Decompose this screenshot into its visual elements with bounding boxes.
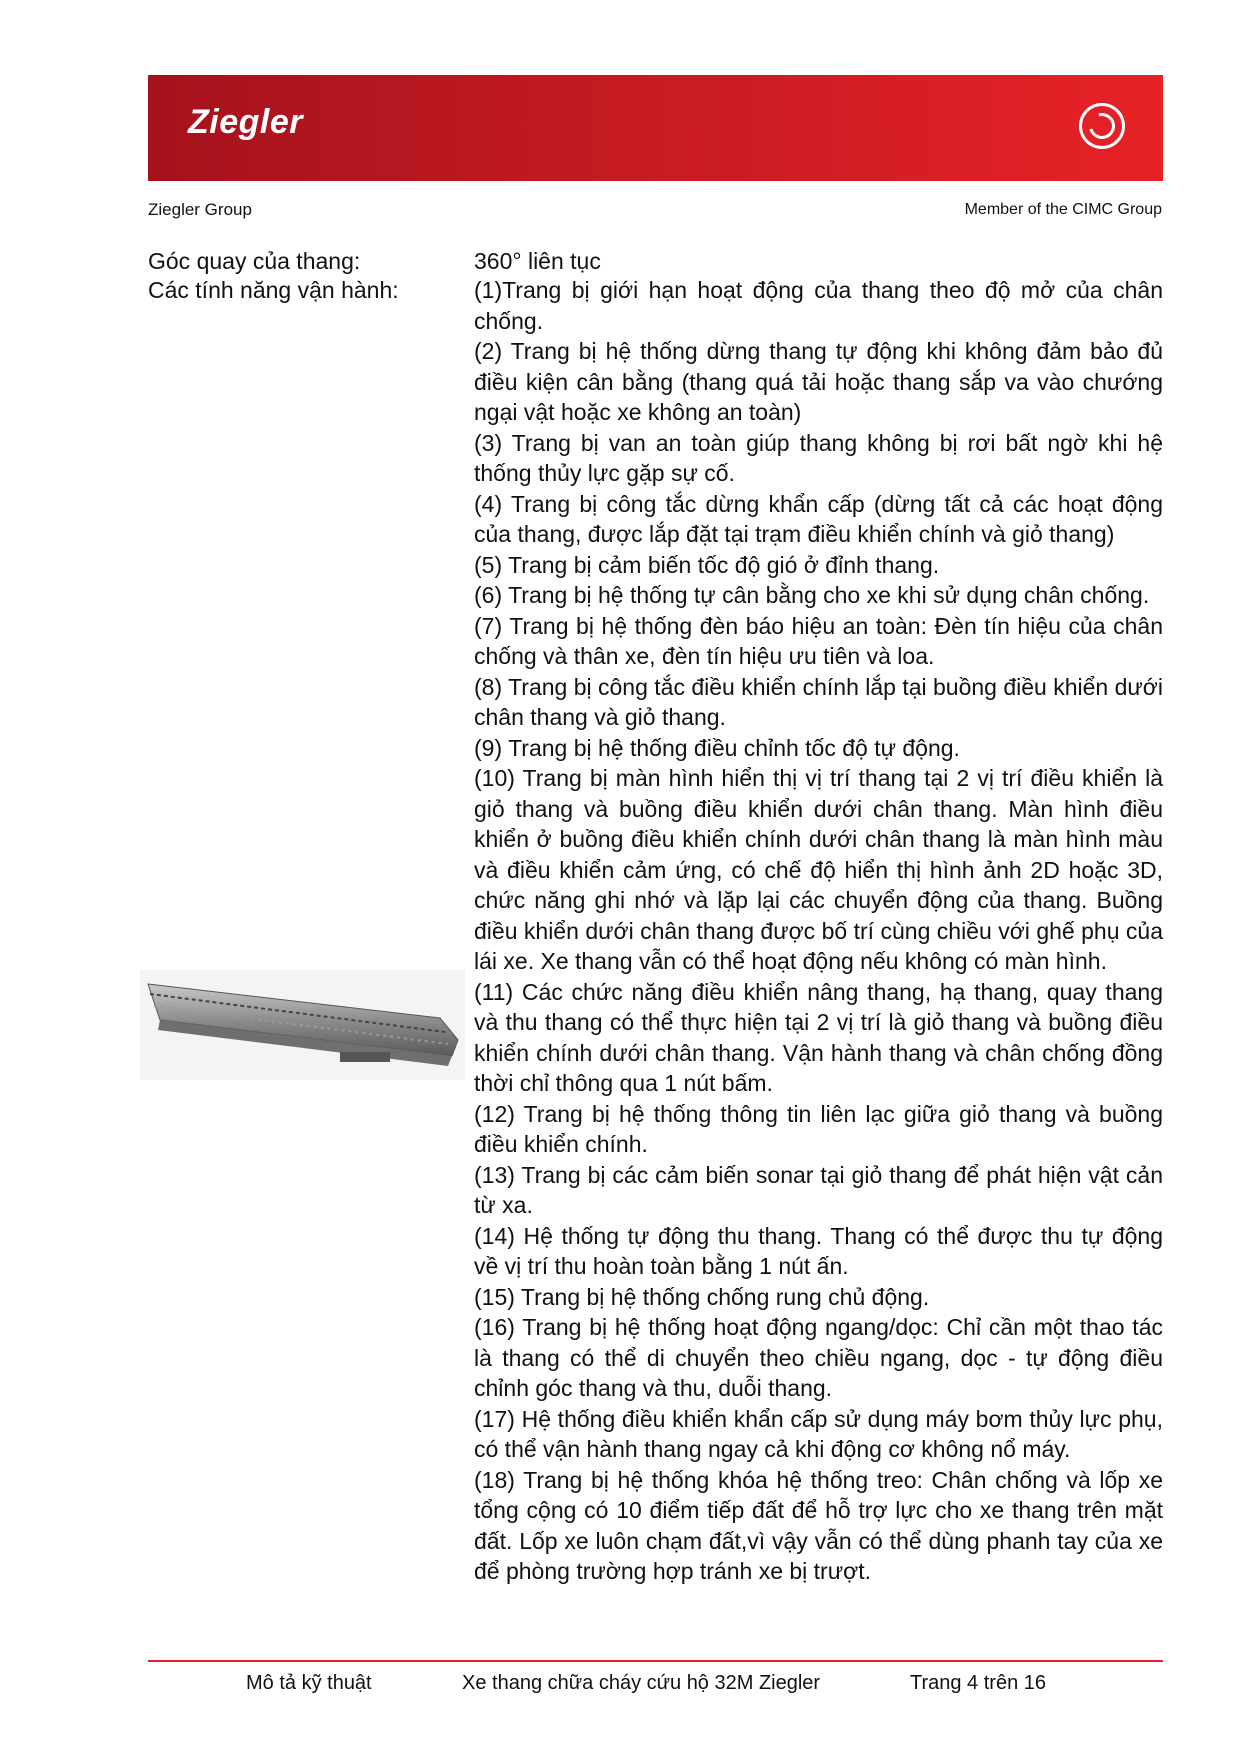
ziegler-logo: Ziegler [188, 103, 303, 141]
spec-label-features: Các tính năng vận hành: [148, 277, 399, 303]
feature-item: (1)Trang bị giới hạn hoạt động của thang theo độ mở của chân chống. [474, 277, 1163, 334]
spec-label-rotation: Góc quay của thang: [148, 248, 361, 274]
feature-item: (11) Các chức năng điều khiển nâng thang, hạ thang, quay thang và thu thang có thể thực hiện tại 2 vị trí là giỏ thang và buồng điều khiển chính dưới chân thang. Vận hành thang và chân chống đồng thời chỉ thông qua 1 nút bấm. [474, 978, 1163, 1096]
ladder-section-image [140, 970, 465, 1080]
feature-list [474, 275, 1163, 1587]
footer-page-number: Trang 4 trên 16 [910, 1672, 1047, 1694]
header-banner [148, 75, 1163, 181]
feature-item: (4) Trang bị công tắc dừng khẩn cấp (dừng tất cả các hoạt động của thang, được lắp đặt tại trạm điều khiển chính và giỏ thang) [474, 490, 1163, 547]
feature-item: (8) Trang bị công tắc điều khiển chính lắp tại buồng điều khiển dưới chân thang và giỏ thang. [474, 673, 1163, 730]
feature-item: (16) Trang bị hệ thống hoạt động ngang/dọc: Chỉ cần một thao tác là thang có thể di chuyển theo chiều ngang, dọc - tự động điều chỉnh góc thang và thu, duỗi thang. [474, 1314, 1163, 1401]
feature-item: (10) Trang bị màn hình hiển thị vị trí thang tại 2 vị trí điều khiển là giỏ thang và buồng điều khiển dưới chân thang. Màn hình điều khiển ở buồng điều khiển chính dưới chân thang là màn hình màu và điều khiển cảm ứng, có chế độ hiển thị hình ảnh 2D hoặc 3D, chức năng ghi nhớ và lặp lại các chuyển động của thang. Buồng điều khiển dưới chân thang được bố trí cùng chiều với ghế phụ của lái xe. Xe thang vẫn có thể hoạt động nếu không có màn hình. [474, 765, 1163, 974]
feature-item: (9) Trang bị hệ thống điều chỉnh tốc độ tự động. [474, 734, 960, 761]
footer-divider [148, 1660, 1163, 1662]
footer-doc-type: Mô tả kỹ thuật [246, 1672, 372, 1694]
footer-doc-title: Xe thang chữa cháy cứu hộ 32M Ziegler [462, 1672, 821, 1694]
feature-item: (12) Trang bị hệ thống thông tin liên lạc giữa giỏ thang và buồng điều khiển chính. [474, 1100, 1163, 1157]
feature-item: (13) Trang bị các cảm biến sonar tại giỏ thang để phát hiện vật cản từ xa. [474, 1161, 1163, 1218]
feature-item: (2) Trang bị hệ thống dừng thang tự động khi không đảm bảo đủ điều kiện cân bằng (thang quá tải hoặc thang sắp va vào chướng ngại vật hoặc xe không an toàn) [474, 338, 1163, 425]
group-name: Ziegler Group [148, 200, 252, 219]
cimc-logo-icon [1079, 103, 1125, 149]
spec-value-rotation: 360° liên tục [474, 248, 601, 274]
feature-item: (5) Trang bị cảm biến tốc độ gió ở đỉnh thang. [474, 551, 940, 578]
feature-item: (6) Trang bị hệ thống tự cân bằng cho xe khi sử dụng chân chống. [474, 582, 1150, 608]
feature-item: (3) Trang bị van an toàn giúp thang không bị rơi bất ngờ khi hệ thống thủy lực gặp sự cố. [474, 429, 1163, 486]
group-membership: Member of the CIMC Group [964, 201, 1162, 218]
feature-item: (7) Trang bị hệ thống đèn báo hiệu an toàn: Đèn tín hiệu của chân chống và thân xe, đèn tín hiệu ưu tiên và loa. [474, 612, 1163, 669]
feature-item: (15) Trang bị hệ thống chống rung chủ động. [474, 1283, 930, 1310]
feature-item: (18) Trang bị hệ thống khóa hệ thống treo: Chân chống và lốp xe tổng cộng có 10 điểm tiếp đất để hỗ trợ lực cho xe thang trên mặt đất. Lốp xe luôn chạm đất,vì vậy vẫn có thể dùng phanh tay của xe để phòng trường hợp tránh xe bị trượt. [474, 1466, 1163, 1584]
feature-item: (14) Hệ thống tự động thu thang. Thang có thể được thu tự động về vị trí thu hoàn toàn bằng 1 nút ấn. [474, 1222, 1163, 1279]
feature-item: (17) Hệ thống điều khiển khẩn cấp sử dụng máy bơm thủy lực phụ, có thể vận hành thang ngay cả khi động cơ không nổ máy. [474, 1405, 1163, 1462]
